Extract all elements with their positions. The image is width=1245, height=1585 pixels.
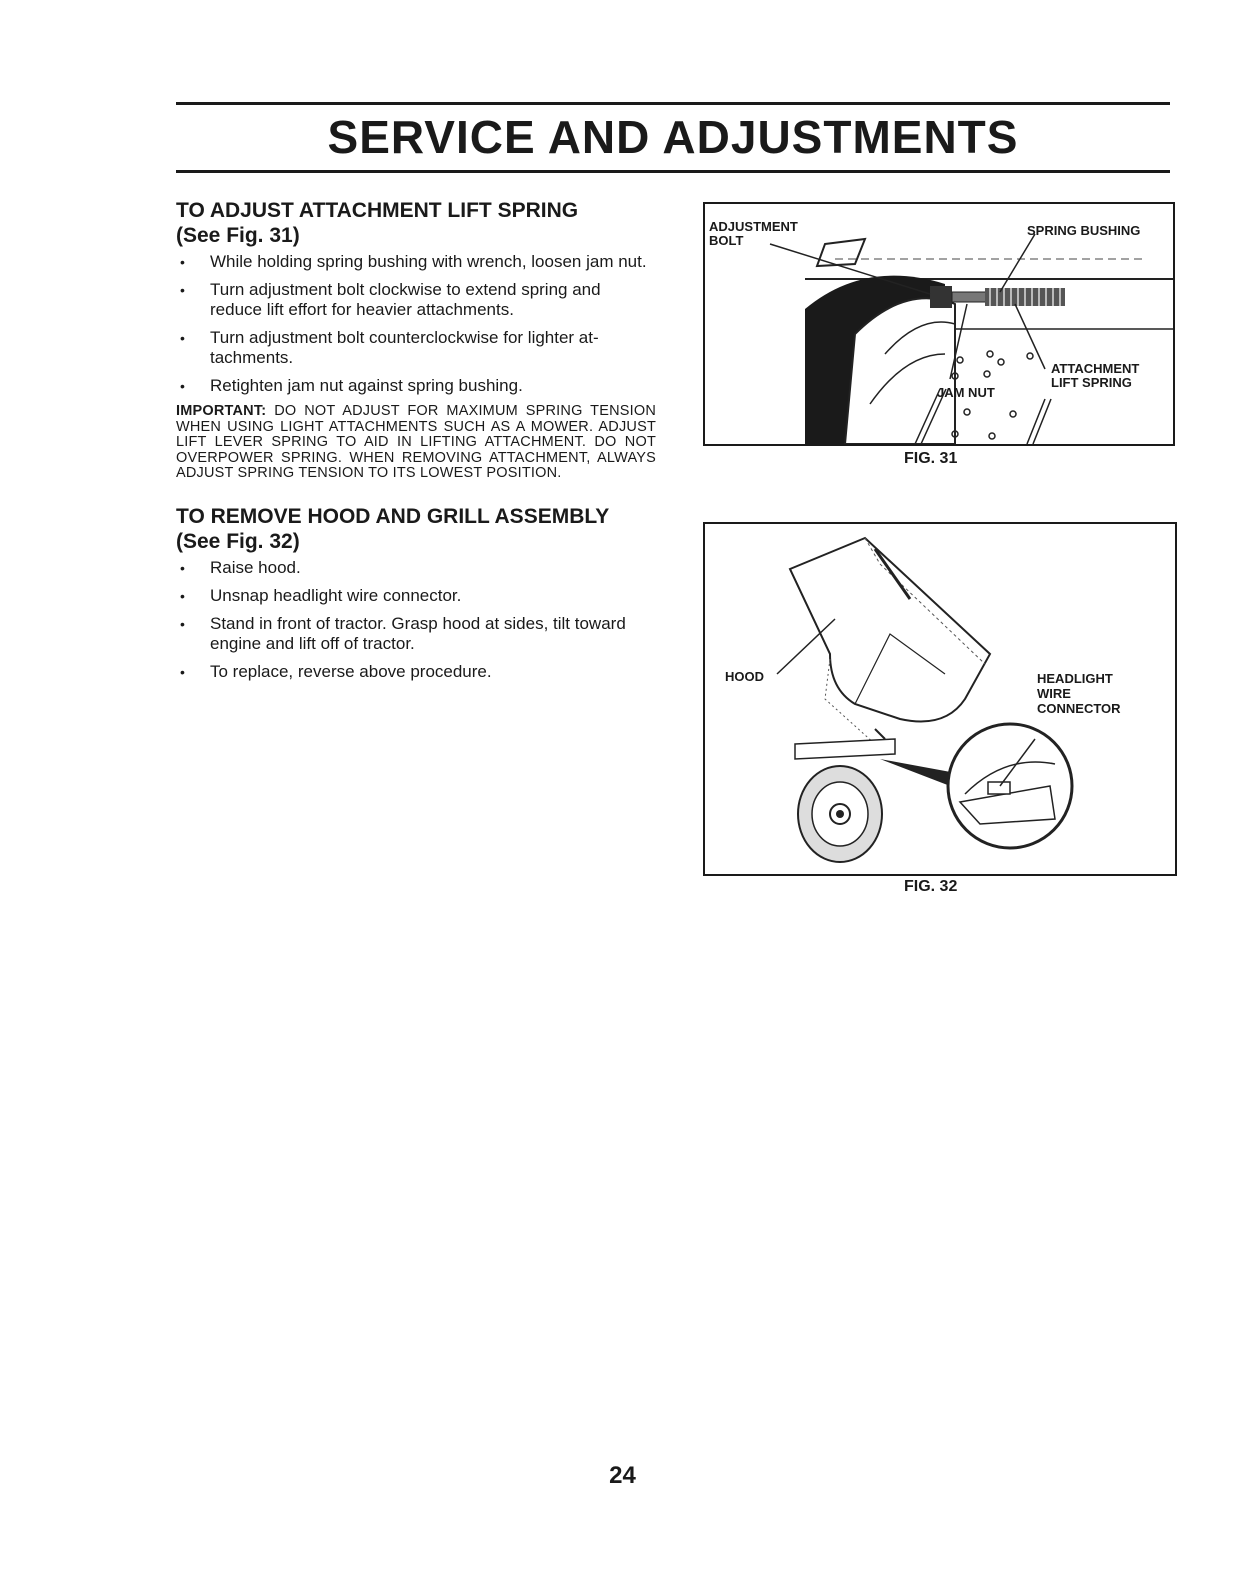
label-attachment: ATTACHMENT — [1051, 361, 1140, 376]
section-remove-hood — [176, 504, 656, 682]
page-title: SERVICE AND ADJUSTMENTS — [327, 111, 1019, 163]
label-bolt: BOLT — [709, 233, 744, 248]
page-number: 24 — [609, 1462, 636, 1489]
hood-removal-illustration — [705, 524, 1175, 874]
list-item: • Stand in front of tractor. Grasp hood at sides, tilt toward engine and lift off of tractor. — [176, 614, 656, 654]
section-subtitle: (See Fig. 31) — [176, 224, 300, 247]
instructions-column — [176, 198, 656, 690]
label-wire: WIRE — [1037, 686, 1071, 701]
header-rule-top — [176, 102, 1170, 105]
list-item: • Raise hood. — [176, 558, 656, 578]
section-title: TO REMOVE HOOD AND GRILL ASSEMBLY — [176, 504, 610, 528]
section-title: TO ADJUST ATTACHMENT LIFT SPRING — [176, 199, 579, 222]
important-label: IMPORTANT: — [176, 403, 267, 419]
list-item: • Turn adjustment bolt counterclockwise for lighter at-tachments. — [176, 328, 656, 368]
label-spring-bushing: SPRING BUSHING — [1027, 223, 1141, 238]
bullet-list — [176, 252, 656, 396]
figure-32 — [703, 522, 1177, 876]
figure-31 — [703, 202, 1175, 446]
list-item: • To replace, reverse above procedure. — [176, 662, 656, 682]
bullet-list — [176, 558, 656, 682]
label-hood: HOOD — [725, 669, 764, 684]
section-subtitle: (See Fig. 32) — [176, 529, 300, 553]
figure-32-caption: FIG. 32 — [904, 878, 958, 895]
label-jam-nut: JAM NUT — [937, 385, 995, 400]
label-connector: CONNECTOR — [1037, 701, 1121, 716]
label-lift-spring: LIFT SPRING — [1051, 375, 1132, 390]
label-adjustment: ADJUSTMENT — [709, 219, 798, 234]
important-text: DO NOT ADJUST FOR MAXIMUM SPRING TENSION WHEN USING LIGHT ATTACHMENTS SUCH AS A MOWER. ADJUST LIFT LEVER SPRING TO AID IN LIFTING ATTACHMENT. DO NOT OVERPOWER SPRING. WHEN REMOVING ATTACHMENT, ALWAYS ADJUST SPRING TENSION TO ITS LOWEST POSITION. — [176, 403, 656, 481]
header-rule-bottom — [176, 170, 1170, 173]
list-item: • Retighten jam nut against spring bushing. — [176, 376, 656, 396]
figure-31-caption: FIG. 31 — [904, 450, 958, 467]
lift-spring-illustration — [705, 204, 1173, 444]
list-item: • While holding spring bushing with wrench, loosen jam nut. — [176, 252, 656, 272]
label-headlight: HEADLIGHT — [1037, 671, 1113, 686]
list-item: • Unsnap headlight wire connector. — [176, 586, 656, 606]
important-notice — [176, 404, 656, 482]
list-item: • Turn adjustment bolt clockwise to extend spring and reduce lift effort for heavier attachments. — [176, 280, 656, 320]
section-adjust-lift-spring — [176, 198, 656, 482]
